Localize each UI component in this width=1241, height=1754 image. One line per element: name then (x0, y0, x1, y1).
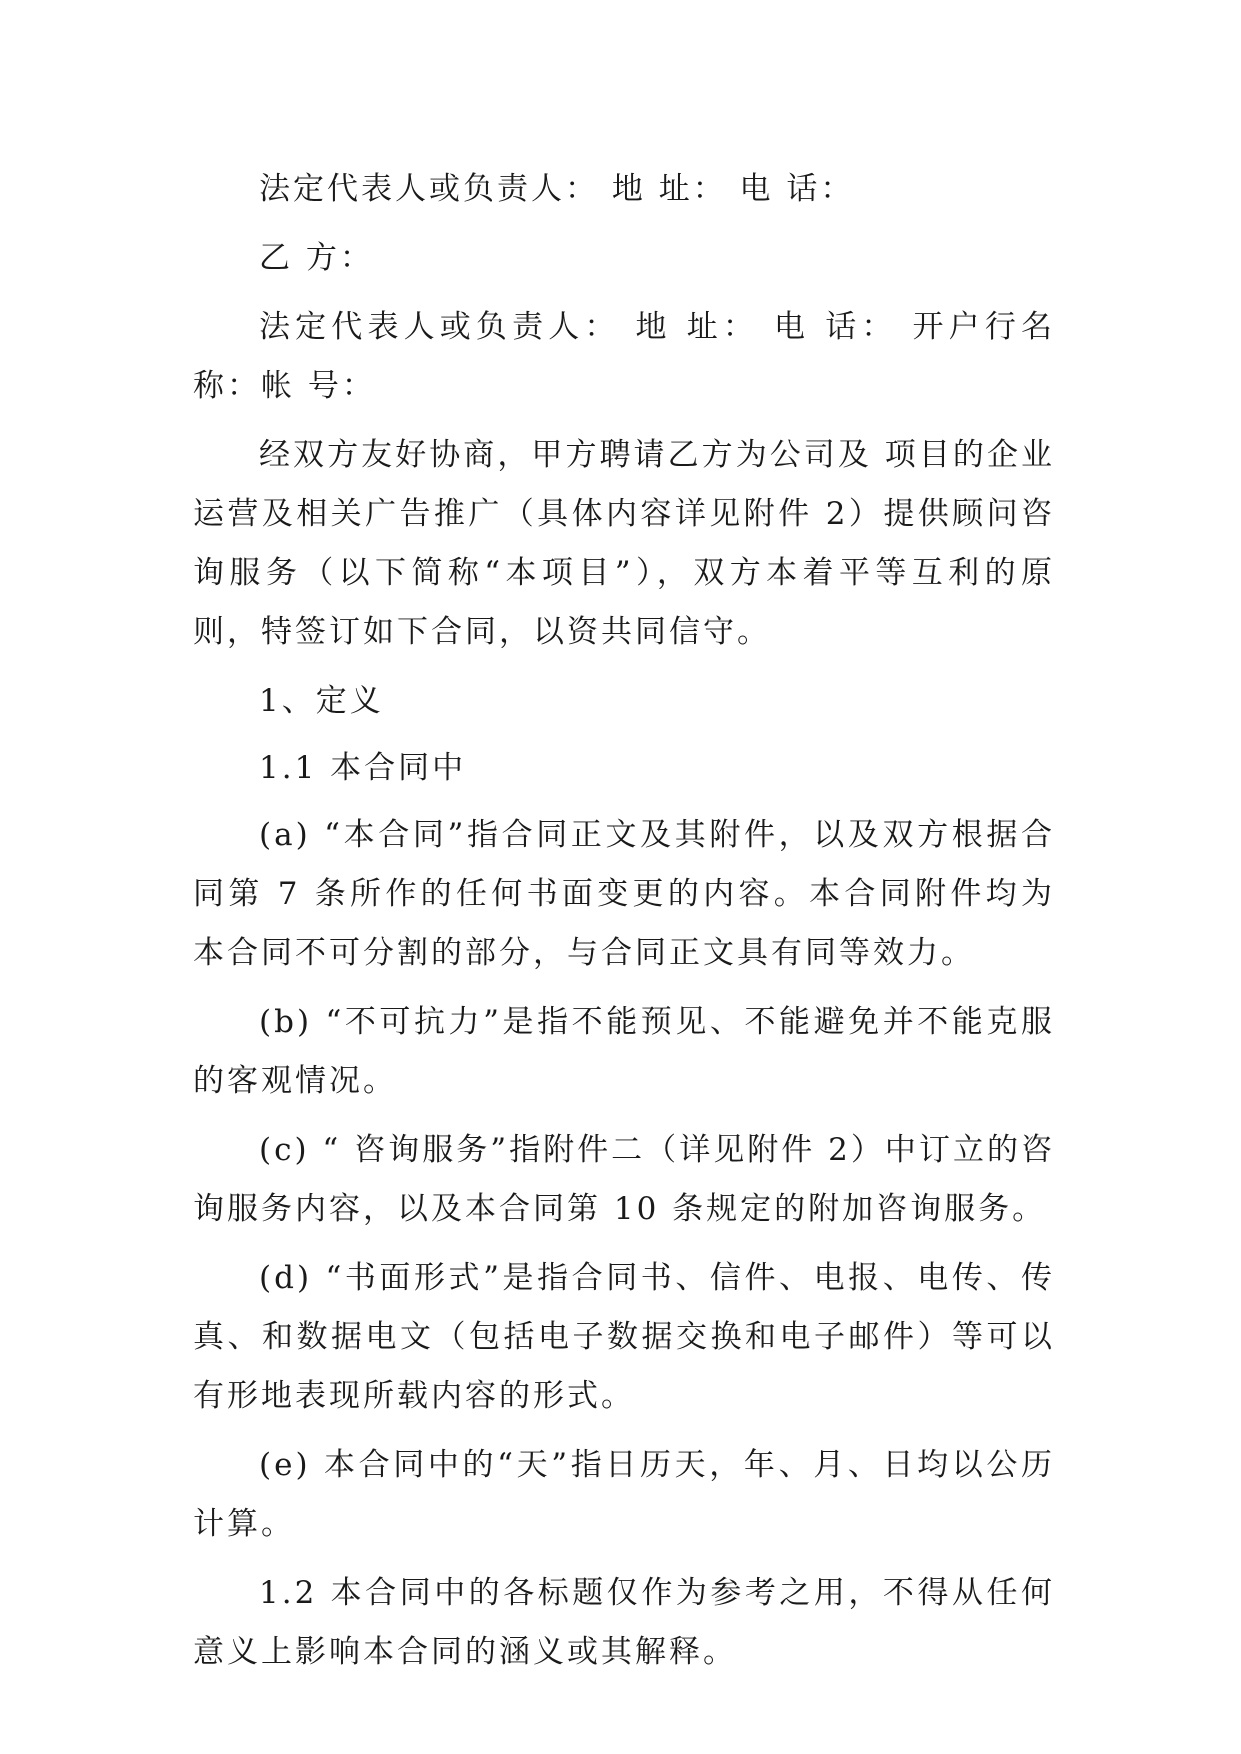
definition-a: (a) “本合同”指合同正文及其附件，以及双方根据合同第 7 条所作的任何书面变更的内容。本合同附件均为本合同不可分割的部分，与合同正文具有同等效力。 (193, 817, 1055, 971)
definition-e: (e) 本合同中的“天”指日历天，年、月、日均以公历计算。 (193, 1447, 1055, 1542)
clause-1-1-heading: 1.1 本合同中 (259, 750, 467, 786)
contract-preamble: 经双方友好协商，甲方聘请乙方为公司及 项目的企业运营及相关广告推广（具体内容详见附件 2）提供顾问咨询服务（以下简称“本项目”），双方本着平等互利的原则，特签订如下合同，以资共同信守。 (193, 437, 1055, 650)
definition-d: (d) “书面形式”是指合同书、信件、电报、电传、传真、和数据电文（包括电子数据交换和电子邮件）等可以有形地表现所载内容的形式。 (193, 1260, 1055, 1414)
clause-1-2: 1.2 本合同中的各标题仅作为参考之用，不得从任何意义上影响本合同的涵义或其解释。 (193, 1575, 1055, 1670)
section-1-heading: 1、定义 (259, 683, 384, 719)
party-a-representative-line: 法定代表人或负责人： 地 址： 电 话： (259, 171, 855, 207)
document-body (193, 160, 1055, 1692)
definition-b: (b) “不可抗力”是指不能预见、不能避免并不能克服的客观情况。 (193, 1004, 1055, 1099)
party-b-details: 法定代表人或负责人： 地 址： 电 话： 开户行名称：帐 号： (193, 309, 1055, 404)
party-b-heading: 乙 方： (259, 240, 374, 276)
definition-c: (c) “ 咨询服务”指附件二（详见附件 2）中订立的咨询服务内容，以及本合同第 10 条规定的附加咨询服务。 (193, 1132, 1055, 1227)
